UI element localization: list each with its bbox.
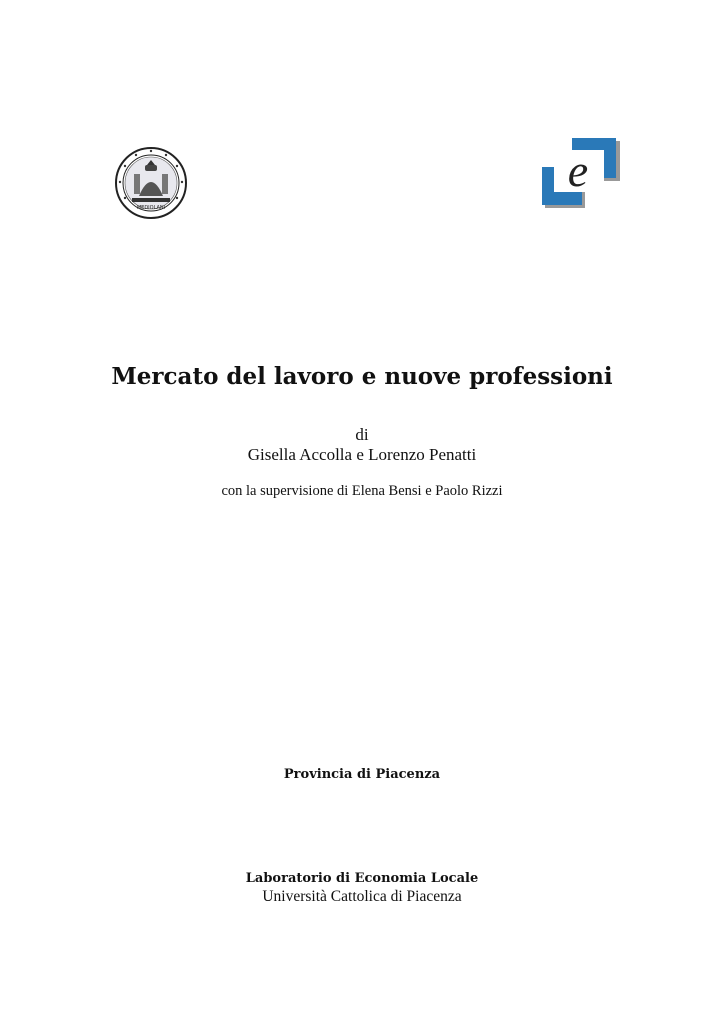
province-name: Provincia di Piacenza <box>283 767 441 782</box>
svg-text:e: e <box>567 145 589 196</box>
svg-text:MEDIOLANI: MEDIOLANI <box>136 205 166 211</box>
university-name: Università Cattolica di Piacenza <box>262 888 462 905</box>
e-logo-icon <box>540 134 620 208</box>
authors: Gisella Accolla e Lorenzo Penatti <box>247 445 477 464</box>
supervision-line: con la supervisione di Elena Bensi e Paolo Rizzi <box>221 483 503 499</box>
university-seal-icon <box>114 146 188 220</box>
document-title: Mercato del lavoro e nuove professioni <box>111 363 613 390</box>
by-label: di <box>355 425 369 444</box>
lab-name: Laboratorio di Economia Locale <box>245 871 479 886</box>
